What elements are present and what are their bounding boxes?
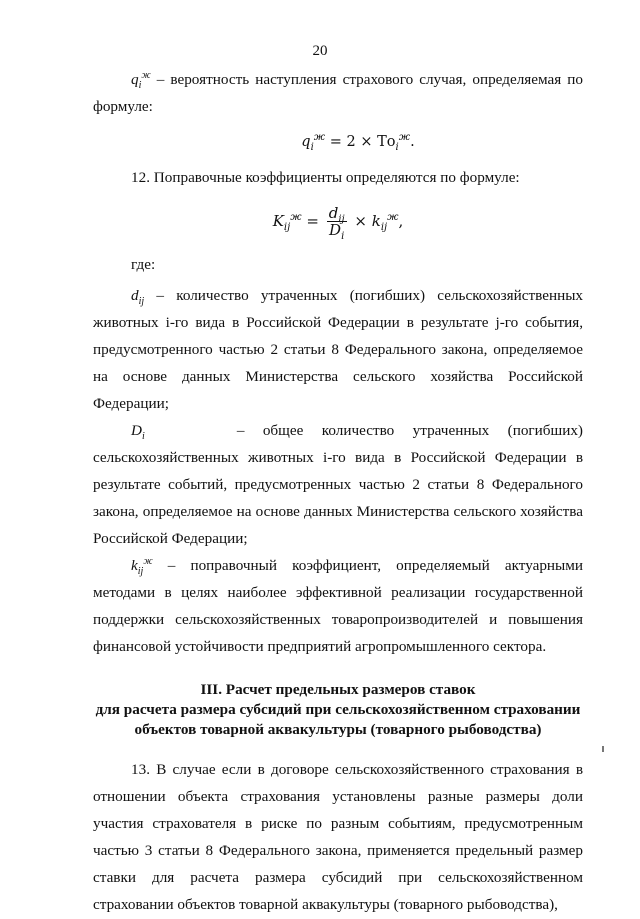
d-definition-text: – количество утраченных (погибших) сельскохозяйственных животных i-го вида в Российской Федерации в результате j-го события, предусмотренного частью 2 статьи 8 Федерального закона, определяемое на основе данных Министерства сельского хозяйства Российской Федерации; bbox=[93, 287, 583, 412]
q-definition bbox=[93, 66, 583, 120]
paragraph-12: 12. Поправочные коэффициенты определяются по формуле: bbox=[131, 169, 520, 186]
where-label: где: bbox=[131, 256, 156, 273]
d-symbol: $d_{ij}$ bbox=[131, 287, 145, 308]
D-definition bbox=[93, 417, 583, 552]
document-body bbox=[93, 66, 583, 918]
k-formula-symbol: K bbox=[272, 211, 284, 230]
paragraph-13: 13. В случае если в договоре сельскохозяйственного страхования в отношении объекта страхования установлены разные размеры доли участия страхователя в риске по разным событиям, предусмотренным частью 3 статьи 8 Федерального закона, применяется предельный размер ставки для расчета размера субсидий при сельскохозяйственном страховании объектов товарной аквакультуры (товарного рыбоводства), bbox=[93, 761, 583, 913]
scan-mark bbox=[602, 746, 604, 752]
q-definition-text: – вероятность наступления страхового случая, определяемая по формуле: bbox=[93, 71, 584, 115]
q-formula: $q_i^ж = 2 \times То_i^ж$. bbox=[301, 132, 415, 153]
k-formula: $K_{ij}^ж$ = $\frac{d_{ij}}{D_i}$ × $k_{ij}^ж$ , bbox=[272, 203, 404, 242]
D-symbol: $D_i$ bbox=[131, 422, 145, 443]
page-number: 20 bbox=[312, 43, 328, 59]
section-heading bbox=[93, 680, 583, 740]
k-symbol: $k_{ij}^ж$ bbox=[131, 555, 153, 578]
k-formula-fraction: $\frac{d_{ij}}{D_i}$ bbox=[328, 203, 345, 242]
heading-line-1: III. Расчет предельных размеров ставок bbox=[200, 681, 476, 698]
k-definition-text: – поправочный коэффициент, определяемый актуарными методами в целях наиболее эффективной реализации государственной поддержки сельскохозяйственных товаропроизводителей и повышения финансовой устойчивости предприятий агропромышленного сектора. bbox=[93, 557, 583, 655]
heading-line-3: объектов товарной аквакультуры (товарного рыбоводства) bbox=[134, 721, 542, 738]
heading-line-2: для расчета размера субсидий при сельскохозяйственном страховании bbox=[95, 701, 581, 718]
q-symbol: $q_i^ж$ bbox=[131, 69, 151, 92]
k-definition bbox=[93, 552, 583, 660]
d-definition bbox=[93, 282, 583, 417]
q-formula-rhs: = 2 × То bbox=[329, 134, 396, 150]
D-definition-text: – общее количество утраченных (погибших) сельскохозяйственных животных i-го вида в Российской Федерации в результате событий, предусмотренных частью 2 статьи 8 Федерального закона, определяемое на основе данных Министерства сельского хозяйства Российской Федерации; bbox=[93, 422, 583, 547]
